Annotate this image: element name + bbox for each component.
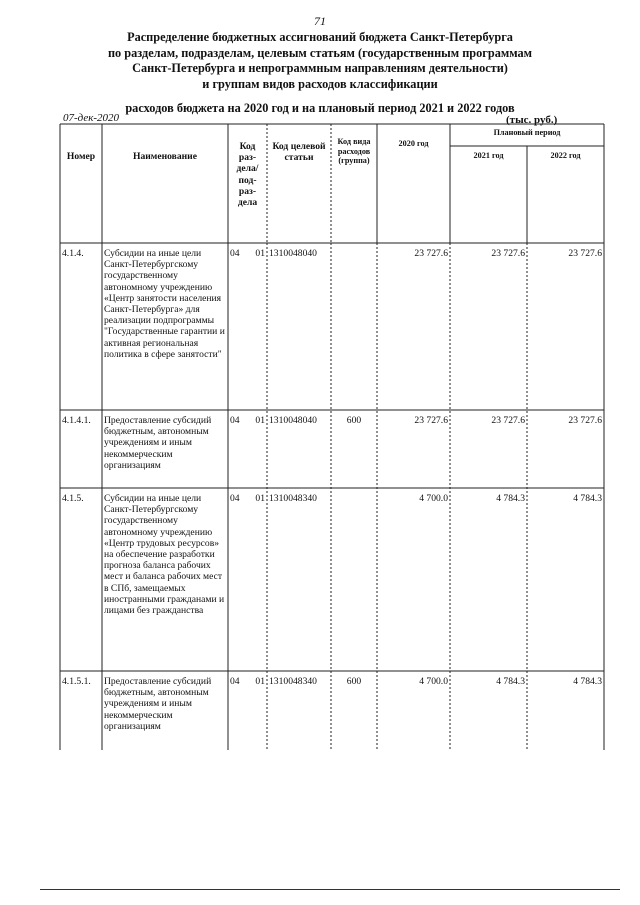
header-expense-kind-code: Код вида расходов (группа) [337,137,371,166]
row-number: 4.1.4. [62,248,84,259]
row-name: Субсидии на иные цели Санкт-Петербургскому государственному автономному учреждению «Центр трудовых ресурсов» на обеспечение разработки прогноза баланса рабочих мест и баланса рабочих мест в СПб, замещаемых иностранными гражданами и лицами без гражданства [104,493,225,617]
page-number: 71 [314,14,326,28]
row-subsection: 01 [255,248,265,259]
row-number: 4.1.5.1. [62,676,91,687]
header-number: Номер [66,151,96,162]
row-number: 4.1.4.1. [62,415,91,426]
header-year-2020: 2020 год [398,139,429,148]
title-line: по разделам, подразделам, целевым статьям (государственным программам [107,45,533,60]
row-target-code: 1310048340 [269,676,317,687]
row-subsection: 01 [255,676,265,687]
row-expense-kind [331,492,377,494]
row-name: Предоставление субсидий бюджетным, автономным учреждениям и иным некоммерческим организациям [104,415,212,471]
row-section: 04 [230,415,240,426]
row-subsection: 01 [255,415,265,426]
header-target-code: Код целевой статьи [272,141,326,164]
title-line: расходов бюджета на 2020 год и на плановый период 2021 и 2022 годов [125,101,515,116]
row-value-2020: 4 700.0 [419,676,448,687]
row-name: Субсидии на иные цели Санкт-Петербургскому государственному автономному учреждению «Центр занятости населения Санкт-Петербурга» для реализации подпрограммы "Государственные гарантии и активная региональная политика в сфере занятости" [104,248,225,360]
header-name: Наименование [133,151,197,162]
row-value-2022: 4 784.3 [573,676,602,687]
row-value-2021: 4 784.3 [496,493,525,504]
title-line: Санкт-Петербурга и непрограммным направлениям деятельности) [132,61,508,76]
row-value-2022: 23 727.6 [568,415,602,426]
row-value-2020: 4 700.0 [419,493,448,504]
row-expense-kind: 600 [346,415,362,426]
row-target-code: 1310048340 [269,493,317,504]
row-number: 4.1.5. [62,493,84,504]
document-date: 07-дек-2020 [63,112,120,124]
title-line: и группам видов расходов классификации [202,76,438,91]
row-target-code: 1310048040 [269,248,317,259]
row-value-2020: 23 727.6 [414,248,448,259]
row-target-code: 1310048040 [269,415,317,426]
row-value-2021: 23 727.6 [491,415,525,426]
header-year-2021: 2021 год [473,151,504,160]
units-label: (тыс. руб.) [506,114,558,126]
row-section: 04 [230,676,240,687]
row-expense-kind [331,247,377,249]
row-name: Предоставление субсидий бюджетным, автономным учреждениям и иным некоммерческим организациям [104,676,212,732]
row-expense-kind: 600 [346,676,362,687]
header-year-2022: 2022 год [550,151,581,160]
title-line: Распределение бюджетных ассигнований бюджета Санкт-Петербурга [127,30,513,44]
header-planned-period: Плановый период [493,128,561,137]
row-value-2021: 4 784.3 [496,676,525,687]
header-section-code: Код раз-дела/ под-раз-дела [236,141,259,209]
row-value-2020: 23 727.6 [414,415,448,426]
page-bottom-rule [40,889,620,890]
row-section: 04 [230,248,240,259]
row-value-2022: 4 784.3 [573,493,602,504]
row-value-2021: 23 727.6 [491,248,525,259]
row-subsection: 01 [255,493,265,504]
row-value-2022: 23 727.6 [568,248,602,259]
row-section: 04 [230,493,240,504]
